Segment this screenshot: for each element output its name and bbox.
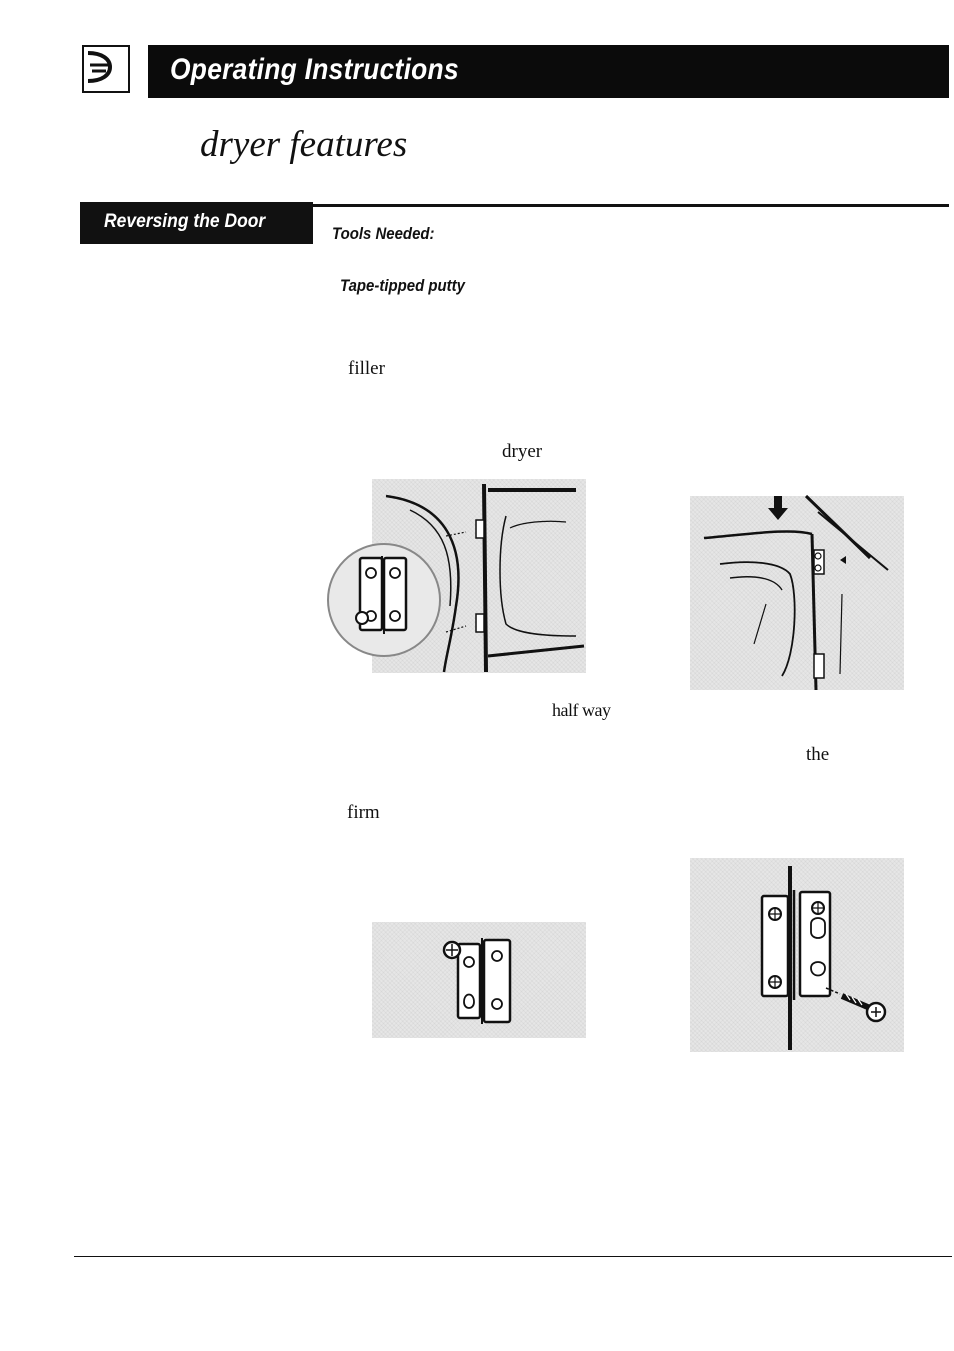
text-fragment-filler: filler (348, 358, 385, 379)
hinge-mount-screw-drawing (690, 858, 904, 1052)
dryer-drum-icon (84, 47, 128, 91)
tool-item-putty-knife: Tape-tipped putty (340, 276, 465, 295)
page-title: dryer features (200, 124, 408, 165)
footer-divider (74, 1256, 952, 1257)
brand-logo (82, 45, 130, 93)
text-fragment-the: the (806, 744, 830, 765)
hinge-screw-drawing (372, 922, 586, 1038)
text-fragment-half-way: half way (552, 700, 611, 720)
section-tab-label: Reversing the Door (104, 211, 266, 232)
section-divider (312, 204, 949, 207)
tools-heading: Tools Needed: (332, 224, 435, 243)
page-header-title: Operating Instructions (170, 53, 459, 86)
text-fragment-firm: firm (347, 802, 380, 823)
text-fragment-dryer: dryer (502, 441, 543, 462)
door-hinge-removal-drawing (326, 476, 590, 676)
door-frame-drawing (690, 494, 910, 692)
